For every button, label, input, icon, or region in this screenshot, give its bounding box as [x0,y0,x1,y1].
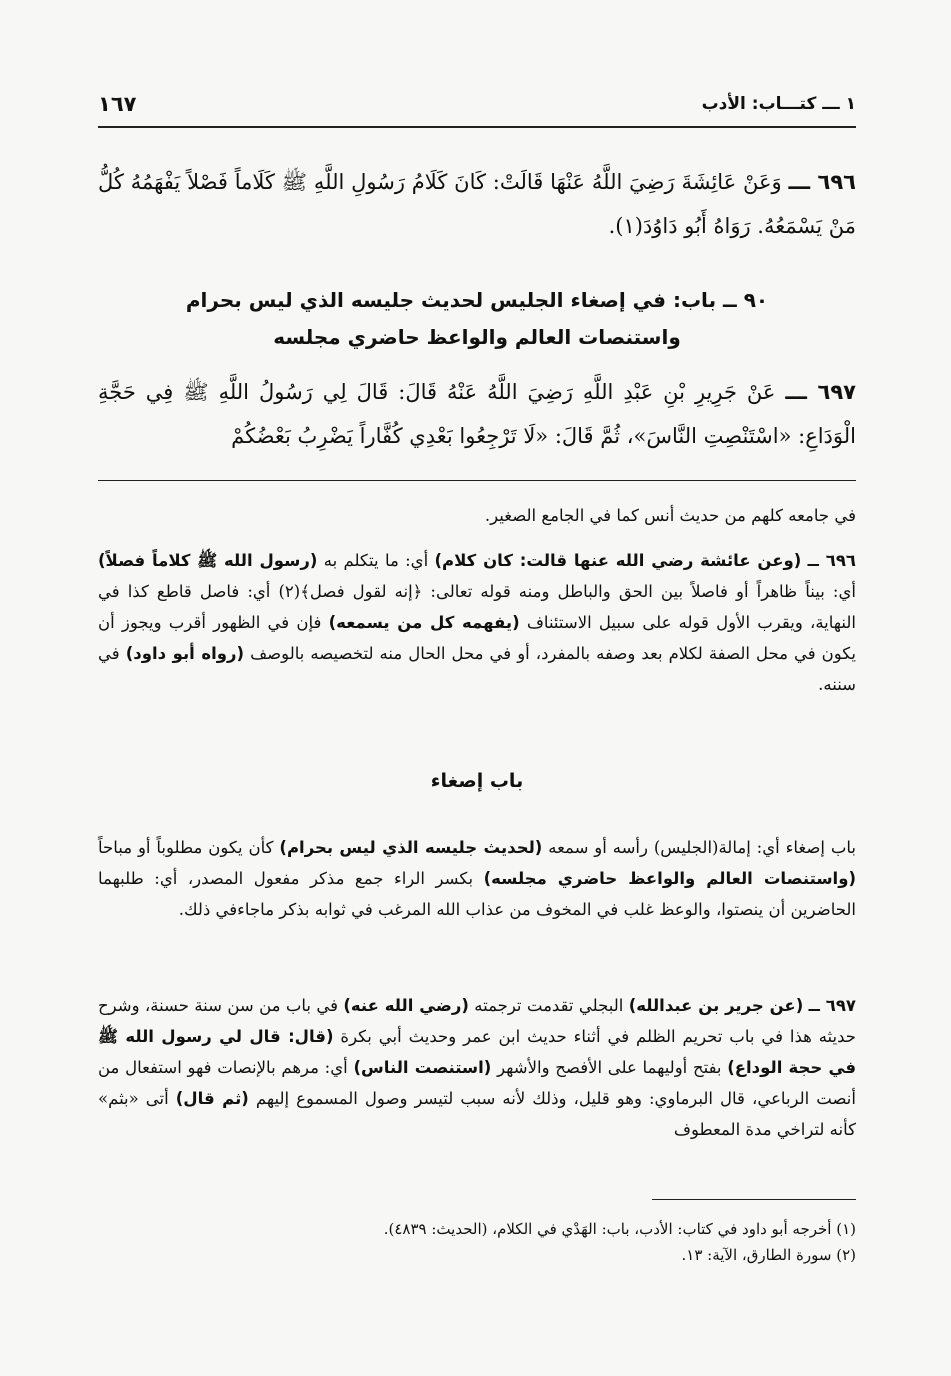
commentary-text: أي: بيناً ظاهراً أو فاصلاً بين الحق والباطل ومنه قوله تعالى: ﴿إنه لقول فصل﴾(٢) أي: فاصل قاطع كذا في النهاية، ويقرب الأول قوله على سبيل الاستئناف [98,582,857,632]
quoted-text: (لحديث جليسه الذي ليس بحرام) [279,838,543,857]
chapter-heading-line-2: واستنصات العالم والواعظ حاضري مجلسه [273,325,681,349]
quoted-text: (قال: قال لي رسول الله ﷺ في حجة الوداع) [98,1027,857,1077]
quoted-text: (رضي الله عنه) [343,996,469,1015]
commentary-text: أي: مرهم بالإنصات فهو استفعال من أنصت الرباعي، قال البرماوي: وهو قليل، وذلك لأنه سبب لتيسر وصول المسموع إليهم [98,1058,856,1108]
footnote-2: (٢) سورة الطارق، الآية: ١٣. [681,1246,856,1264]
quoted-text: (ثم قال) [175,1089,249,1108]
commentary-number: ٦٩٦ ــ [807,551,856,570]
page-number: ١٦٧ [98,92,137,116]
commentary-text: بفتح أوليهما على الأفصح والأشهر [497,1058,722,1077]
hadith-697 [98,370,856,458]
quoted-text: (وعن عائشة رضي الله عنها قالت: كان كلام) [434,551,802,570]
commentary-text: فإن في الظهور أقرب ويجوز أن يكون في محل الصفة لكلام بعد وصفه بالمفرد، أو في محل الحال منه لتخصيصه بالوصف [98,613,857,663]
commentary-text: البجلي تقدمت ترجمته [474,996,624,1015]
hadith-text: وَعَنْ عَائِشَةَ رَضِيَ اللَّهُ عَنْهَا قَالَتْ: كَانَ كَلَامُ رَسُولِ اللَّهِ ﷺ كَلَاماً فَصْلاً يَفْهَمُهُ كُلُّ مَنْ يَسْمَعُهُ. رَوَاهُ أَبُو دَاوُدَ(١). [98,170,856,238]
page-header [98,92,856,128]
commentary-continuation [98,500,856,531]
running-title: ١ ـــ كتـــاب: الأدب [701,94,856,114]
footnotes [98,1216,856,1268]
hadith-text: عَنْ جَرِيرِ بْنِ عَبْدِ اللَّهِ رَضِيَ اللَّهُ عَنْهُ قَالَ: قَالَ لِي رَسُولُ اللَّهِ ﷺ فِي حَجَّةِ الْوَدَاعِ: «اسْتَنْصِتِ النَّاسَ»، ثُمَّ قَالَ: «لَا تَرْجِعُوا بَعْدِي كُفَّاراً يَضْرِبُ بَعْضُكُمْ [98,380,856,448]
commentary-text: أي: ما يتكلم به [323,551,429,570]
quoted-text: (رسول الله ﷺ كلاماً فصلاً) [98,551,318,570]
hadith-696 [98,160,856,248]
commentary-chapter [98,832,856,925]
commentary-text: في جامعه كلهم من حديث أنس كما في الجامع الصغير. [484,506,856,525]
commentary-text: بكسر الراء جمع مذكر مفعول المصدر، أي: طلبهما الحاضرين أن ينصتوا، والوعظ غلب في المخوف من عذاب الله المرغب في ثوابه بذكر ماجاءفي ذلك. [98,869,856,919]
footnote-1: (١) أخرجه أبو داود في كتاب: الأدب، باب: الهَدْي في الكلام، (الحديث: ٤٨٣٩). [383,1220,856,1238]
commentary-text: في باب من سن سنة حسنة، وشرح حديثه هذا في باب تحريم الظلم في أثناء حديث ابن عمر وحديث أبي بكرة [98,996,856,1046]
quoted-text: (رواه أبو داود) [125,644,245,663]
footnote-rule [652,1199,856,1200]
quoted-text: (استنصت الناس) [353,1058,492,1077]
commentary-697 [98,990,856,1145]
quoted-text: (واستنصات العالم والواعظ حاضري مجلسه) [483,869,857,888]
commentary-number: ٦٩٧ ــ [808,996,856,1015]
separator-rule [98,480,856,481]
quoted-text: (عن جرير بن عبدالله) [628,996,804,1015]
commentary-text: أتى «بثم» كأنه لتراخي مدة المعطوف [98,1089,856,1139]
hadith-number: ٦٩٧ ـــ [785,380,856,404]
chapter-heading-line-1: ٩٠ ــ باب: في إصغاء الجليس لحديث جليسه الذي ليس بحرام [185,288,769,312]
chapter-heading [98,282,856,356]
section-heading: باب إصغاء [430,770,524,792]
commentary-text: باب إصغاء أي: إمالة(الجليس) رأسه أو سمعه [548,838,857,857]
quoted-text: (يفهمه كل من يسمعه) [328,613,520,632]
commentary-696 [98,545,856,700]
commentary-text: كأن يكون مطلوباً أو مباحاً [98,838,274,857]
hadith-number: ٦٩٦ ـــ [788,170,856,194]
commentary-text: في سننه. [98,644,856,694]
